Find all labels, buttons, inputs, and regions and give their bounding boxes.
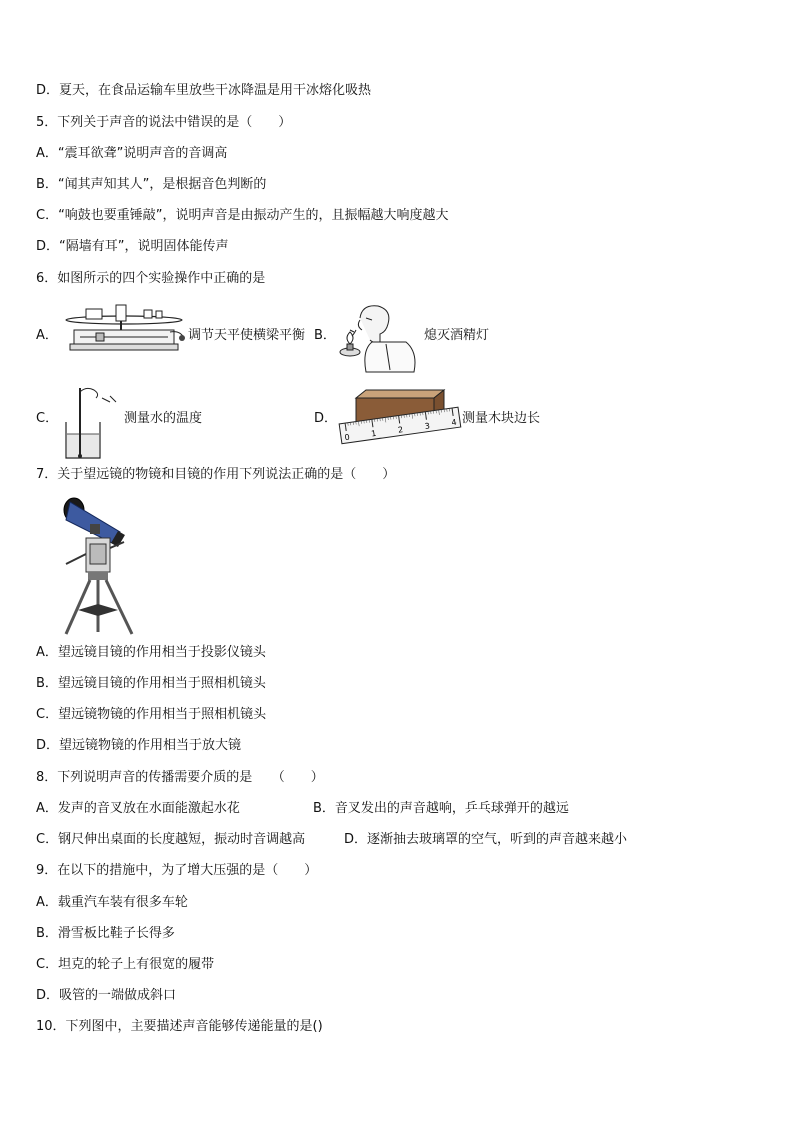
- q9-option-a: A．载重汽车装有很多车轮: [36, 895, 188, 910]
- q7-option-c: C．望远镜物镜的作用相当于照相机镜头: [36, 707, 267, 722]
- q6-label-a: A．: [36, 328, 58, 343]
- balance-illustration: [66, 302, 186, 354]
- ruler-tick-label: 4: [450, 417, 458, 428]
- q7-option-a: A．望远镜目镜的作用相当于投影仪镜头: [36, 645, 266, 660]
- q5-stem: 5．下列关于声音的说法中错误的是（ ）: [36, 115, 292, 130]
- telescope-illustration: [60, 492, 140, 638]
- q5-option-c: C．“响鼓也要重锤敲”，说明声音是由振动产生的，且振幅越大响度越大: [36, 208, 449, 223]
- ruler-tick-label: 1: [370, 428, 377, 439]
- q7-stem: 7．关于望远镜的物镜和目镜的作用下列说法正确的是（ ）: [36, 467, 396, 482]
- alcohol-lamp-illustration: [330, 300, 420, 372]
- q7-option-d: D．望远镜物镜的作用相当于放大镜: [36, 738, 242, 753]
- beaker-thermometer-illustration: [60, 382, 130, 460]
- q8-option-d: D．逐渐抽去玻璃罩的空气，听到的声音越来越小: [344, 832, 628, 847]
- q7-option-b: B．望远镜目镜的作用相当于照相机镜头: [36, 676, 266, 691]
- q6-caption-d: 测量木块边长: [462, 411, 541, 426]
- q9-stem: 9．在以下的措施中，为了增大压强的是（ ）: [36, 863, 318, 878]
- q8-option-c: C．钢尺伸出桌面的长度越短，振动时音调越高: [36, 832, 306, 847]
- q8-option-b: B．音叉发出的声音越响，乒乓球弹开的越远: [313, 801, 569, 816]
- ruler-tick-label: 0: [343, 432, 351, 443]
- q6-label-d: D．: [314, 411, 338, 426]
- q6-stem: 6．如图所示的四个实验操作中正确的是: [36, 271, 266, 286]
- q6-label-b: B．: [314, 328, 336, 343]
- q6-caption-a: 调节天平使横梁平衡: [188, 328, 306, 343]
- q10-stem: 10．下列图中，主要描述声音能够传递能量的是(): [36, 1019, 323, 1034]
- q5-option-b: B．“闻其声知其人”，是根据音色判断的: [36, 177, 267, 192]
- q9-option-c: C．坦克的轮子上有很宽的履带: [36, 957, 215, 972]
- ruler-tick-label: 2: [397, 425, 404, 435]
- q9-option-d: D．吸管的一端做成斜口: [36, 988, 177, 1003]
- q6-caption-c: 测量水的温度: [124, 411, 203, 426]
- ruler-tick-label: 3: [424, 421, 431, 431]
- q9-option-b: B．滑雪板比鞋子长得多: [36, 926, 175, 941]
- q5-option-d: D．“隔墙有耳”，说明固体能传声: [36, 239, 229, 254]
- block-ruler-illustration: [336, 388, 462, 450]
- q8-stem: 8．下列说明声音的传播需要介质的是 （ ）: [36, 770, 324, 785]
- q6-caption-b: 熄灭酒精灯: [424, 328, 490, 343]
- q8-option-a: A．发声的音叉放在水面能激起水花: [36, 801, 240, 816]
- q5-option-a: A．“震耳欲聋”说明声音的音调高: [36, 146, 228, 161]
- q4-option-d: D．夏天，在食品运输车里放些干冰降温是用干冰熔化吸热: [36, 83, 372, 98]
- q6-label-c: C．: [36, 411, 59, 426]
